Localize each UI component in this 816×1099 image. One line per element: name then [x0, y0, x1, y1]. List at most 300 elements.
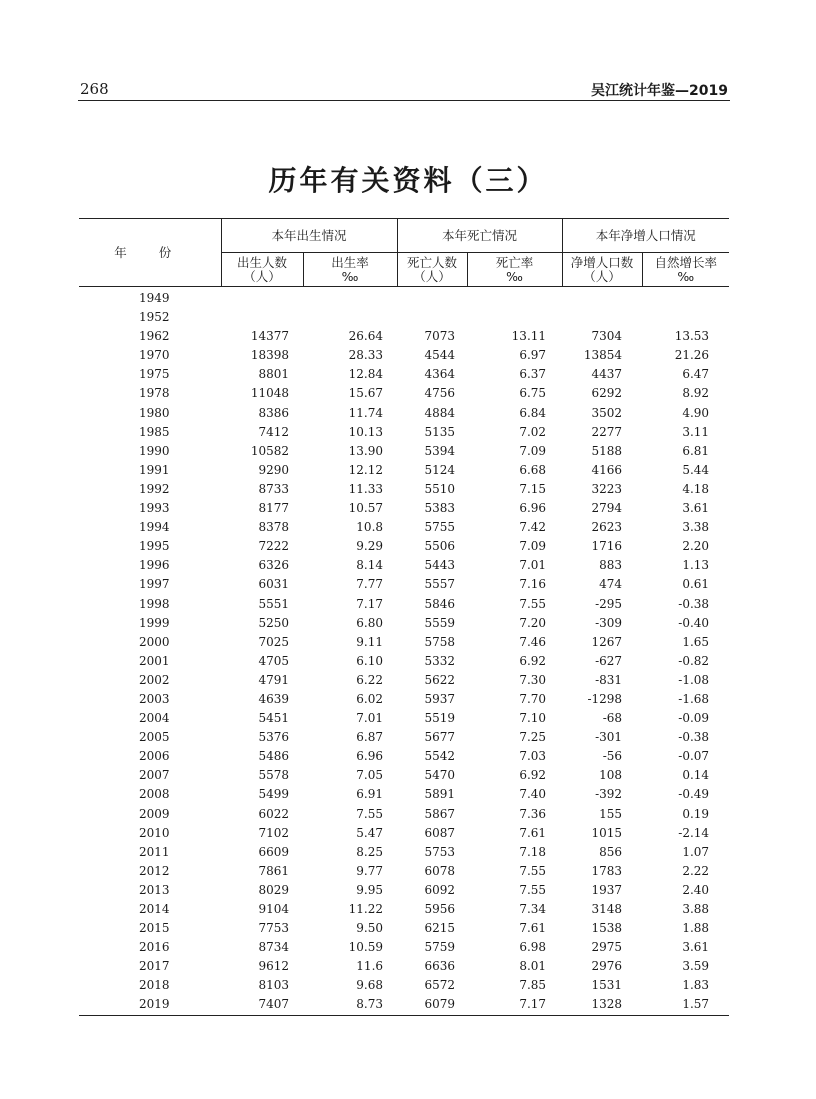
net-increase-cell: -1298 — [587, 691, 623, 706]
table-row — [79, 442, 729, 461]
table-row — [79, 556, 729, 575]
natural-growth-rate-cell: 2.20 — [682, 539, 710, 554]
year-cell: 2006 — [139, 749, 170, 764]
table-row — [79, 633, 729, 652]
year-cell: 1978 — [139, 386, 170, 401]
deaths-cell: 5557 — [424, 577, 456, 592]
statistics-table — [79, 218, 729, 1016]
table-row — [79, 747, 729, 766]
births-cell: 6022 — [258, 806, 289, 821]
year-cell: 2016 — [139, 940, 170, 955]
births-cell: 8103 — [258, 978, 289, 993]
page-title: 历年有关资料（三） — [268, 163, 548, 197]
year-cell: 2001 — [139, 653, 170, 668]
deaths-cell: 4544 — [424, 348, 456, 363]
natural-growth-rate-cell: 4.18 — [682, 481, 710, 496]
natural-growth-rate-cell: -0.38 — [678, 596, 710, 611]
births-cell — [221, 308, 303, 327]
birth-rate-cell: 10.8 — [356, 520, 384, 535]
death-rate-cell: 7.01 — [519, 558, 547, 573]
birth-rate-cell: 8.73 — [356, 997, 384, 1012]
birth-rate-cell: 28.33 — [348, 348, 384, 363]
birth-rate-cell: 11.22 — [348, 902, 384, 916]
births-cell: 5551 — [258, 596, 289, 611]
births-cell: 7861 — [258, 863, 289, 878]
net-increase-cell: -295 — [595, 596, 623, 611]
death-rate-cell: 7.09 — [519, 443, 547, 458]
death-rate-cell: 6.37 — [519, 367, 547, 382]
year-cell: 2002 — [139, 672, 170, 687]
year-cell: 2011 — [139, 844, 170, 859]
year-cell: 2010 — [139, 825, 170, 840]
death-rate-cell: 7.03 — [519, 749, 547, 764]
births-cell: 9612 — [258, 959, 289, 974]
births-cell: 6609 — [258, 844, 289, 859]
table-row — [79, 614, 729, 633]
net-increase-cell: 4166 — [591, 462, 623, 477]
year-cell: 1962 — [139, 329, 170, 344]
net-increase-cell: 1015 — [591, 825, 623, 840]
table-row — [79, 728, 729, 747]
birth-rate-cell: 8.14 — [356, 558, 384, 573]
birth-rate-cell: 9.68 — [356, 978, 384, 993]
year-cell: 2000 — [139, 634, 170, 649]
table-row — [79, 423, 729, 442]
births-cell: 4791 — [258, 672, 289, 687]
year-cell: 1990 — [139, 443, 170, 458]
net-increase-cell: 474 — [599, 577, 623, 592]
table-row — [79, 709, 729, 728]
table-row — [79, 595, 729, 614]
table-row — [79, 327, 729, 346]
births-cell: 6031 — [258, 577, 289, 592]
birth-rate-cell: 10.13 — [348, 424, 384, 439]
natural-growth-rate-cell: 3.88 — [682, 902, 710, 916]
year-column-header: 年 份 — [79, 219, 221, 287]
birth-rate-cell: 6.80 — [356, 615, 384, 630]
net-increase-cell: 2794 — [591, 501, 623, 516]
year-cell: 1975 — [139, 367, 170, 382]
deaths-cell: 5394 — [424, 443, 456, 458]
year-cell: 1993 — [139, 501, 170, 516]
natural-growth-rate-cell: 3.11 — [682, 424, 710, 439]
death-rate-cell: 7.16 — [519, 577, 547, 592]
table-row — [79, 652, 729, 671]
year-cell: 1996 — [139, 558, 170, 573]
births-cell: 18398 — [250, 348, 289, 363]
births-cell — [221, 287, 303, 309]
year-cell: 1999 — [139, 615, 170, 630]
year-cell: 1949 — [139, 291, 170, 305]
table-row — [79, 995, 729, 1015]
birth-rate-cell: 13.90 — [348, 443, 384, 458]
births-cell: 5451 — [258, 711, 289, 726]
net-increase-group-header: 本年净增人口情况 — [562, 219, 729, 253]
net-increase-cell: -56 — [602, 749, 623, 764]
deaths-cell: 6092 — [424, 882, 456, 897]
table-row — [79, 862, 729, 881]
births-cell: 11048 — [250, 386, 289, 401]
year-cell: 2012 — [139, 863, 170, 878]
death-rate-cell: 7.85 — [519, 978, 547, 993]
deaths-cell — [397, 308, 467, 327]
year-cell: 2004 — [139, 711, 170, 726]
births-cell: 8733 — [258, 481, 289, 496]
natural-growth-rate-cell: 13.53 — [674, 329, 710, 344]
column-header-death-rate: 死亡率 ‰ — [467, 253, 562, 287]
birth-rate-cell: 12.12 — [348, 462, 384, 477]
net-increase-cell — [562, 287, 642, 309]
net-increase-cell: 13854 — [583, 348, 623, 363]
table-row — [79, 404, 729, 423]
table-row — [79, 575, 729, 594]
deaths-cell: 6087 — [424, 825, 456, 840]
natural-growth-rate-cell: 1.65 — [682, 634, 710, 649]
table-row — [79, 881, 729, 900]
death-rate-cell: 7.10 — [519, 711, 547, 726]
natural-growth-rate-cell: 1.88 — [682, 921, 710, 936]
deaths-cell: 5519 — [424, 711, 456, 726]
net-increase-cell: 4437 — [591, 367, 623, 382]
death-rate-cell: 7.25 — [519, 730, 547, 745]
natural-growth-rate-cell: 3.59 — [682, 959, 710, 974]
natural-growth-rate-cell: 3.38 — [682, 520, 710, 535]
natural-growth-rate-cell: 2.40 — [682, 882, 710, 897]
death-rate-cell: 7.15 — [519, 481, 547, 496]
net-increase-cell: 1538 — [591, 921, 623, 936]
year-cell: 2014 — [139, 902, 170, 916]
deaths-cell: 4364 — [424, 367, 456, 382]
natural-growth-rate-cell: -0.07 — [678, 749, 710, 764]
table-row — [79, 957, 729, 976]
natural-growth-rate-cell: -0.38 — [678, 730, 710, 745]
net-increase-cell: -627 — [595, 653, 623, 668]
year-cell: 1970 — [139, 348, 170, 363]
deaths-cell: 5542 — [424, 749, 456, 764]
deaths-cell: 5622 — [424, 672, 456, 687]
deaths-cell: 5470 — [424, 768, 456, 783]
birth-rate-cell: 7.55 — [356, 806, 384, 821]
natural-growth-rate-cell: 1.57 — [682, 997, 710, 1012]
table-row — [79, 843, 729, 862]
table-row — [79, 900, 729, 919]
natural-growth-rate-cell: 0.14 — [682, 768, 710, 783]
birth-rate-cell: 6.96 — [356, 749, 384, 764]
death-rate-cell: 7.18 — [519, 844, 547, 859]
birth-rate-cell: 6.91 — [356, 787, 384, 802]
births-cell: 5250 — [258, 615, 289, 630]
deaths-cell: 5332 — [424, 653, 456, 668]
birth-rate-cell: 6.87 — [356, 730, 384, 745]
death-group-header: 本年死亡情况 — [397, 219, 562, 253]
deaths-cell: 5937 — [424, 691, 456, 706]
deaths-cell: 5867 — [424, 806, 456, 821]
birth-rate-cell: 10.59 — [348, 940, 384, 955]
net-increase-cell: -309 — [595, 615, 623, 630]
birth-rate-cell: 11.74 — [348, 405, 384, 420]
column-header-births: 出生人数 （人） — [221, 253, 303, 287]
net-increase-cell: -301 — [595, 730, 623, 745]
deaths-cell: 4884 — [424, 405, 456, 420]
deaths-cell: 5135 — [424, 424, 456, 439]
natural-growth-rate-cell — [642, 287, 729, 309]
birth-rate-cell: 7.17 — [356, 596, 384, 611]
table-row — [79, 308, 729, 327]
births-cell: 6326 — [258, 558, 289, 573]
net-increase-cell: 3223 — [591, 481, 623, 496]
birth-rate-cell: 9.50 — [356, 921, 384, 936]
table-row — [79, 785, 729, 804]
year-cell: 2008 — [139, 787, 170, 802]
natural-growth-rate-cell: -0.40 — [678, 615, 710, 630]
death-rate-cell: 13.11 — [511, 329, 547, 344]
deaths-cell: 6636 — [424, 959, 456, 974]
net-increase-cell: 2623 — [591, 520, 623, 535]
table-row — [79, 384, 729, 403]
deaths-cell: 5753 — [424, 844, 456, 859]
death-rate-cell: 7.02 — [519, 424, 547, 439]
net-increase-cell: 3148 — [591, 902, 623, 916]
birth-rate-cell: 6.22 — [356, 672, 384, 687]
table-row — [79, 671, 729, 690]
death-rate-cell — [467, 308, 562, 327]
death-rate-cell: 6.92 — [519, 768, 547, 783]
year-cell: 1992 — [139, 481, 170, 496]
births-cell: 7222 — [258, 539, 289, 554]
net-increase-cell: 1716 — [591, 539, 623, 554]
table-row — [79, 938, 729, 957]
year-cell: 2015 — [139, 921, 170, 936]
death-rate-cell: 7.55 — [519, 882, 547, 897]
birth-rate-cell: 9.95 — [356, 882, 384, 897]
birth-rate-cell: 9.77 — [356, 863, 384, 878]
birth-rate-cell: 5.47 — [356, 825, 384, 840]
deaths-cell: 5755 — [424, 520, 456, 535]
death-rate-cell: 7.55 — [519, 596, 547, 611]
natural-growth-rate-cell: 3.61 — [682, 501, 710, 516]
birth-rate-cell: 6.10 — [356, 653, 384, 668]
birth-rate-cell: 26.64 — [348, 329, 384, 344]
birth-rate-cell: 9.29 — [356, 539, 384, 554]
natural-growth-rate-cell: -0.82 — [678, 653, 710, 668]
deaths-cell: 7073 — [424, 329, 456, 344]
birth-rate-cell: 7.01 — [356, 711, 384, 726]
death-rate-cell: 7.34 — [519, 902, 547, 916]
deaths-cell: 5124 — [424, 462, 456, 477]
birth-rate-cell: 9.11 — [356, 634, 384, 649]
births-cell: 5376 — [258, 730, 289, 745]
birth-rate-cell: 6.02 — [356, 691, 384, 706]
year-cell: 2019 — [139, 997, 170, 1012]
natural-growth-rate-cell: 6.81 — [682, 443, 710, 458]
natural-growth-rate-cell: -0.49 — [678, 787, 710, 802]
deaths-cell: 5891 — [424, 787, 456, 802]
natural-growth-rate-cell: 6.47 — [682, 367, 710, 382]
death-rate-cell: 7.09 — [519, 539, 547, 554]
births-cell: 5486 — [258, 749, 289, 764]
births-cell: 5578 — [258, 768, 289, 783]
table-row — [79, 461, 729, 480]
births-cell: 8801 — [258, 367, 289, 382]
births-cell: 9290 — [258, 462, 289, 477]
natural-growth-rate-cell: 4.90 — [682, 405, 710, 420]
net-increase-cell: 3502 — [591, 405, 623, 420]
net-increase-cell: 883 — [599, 558, 623, 573]
table-row — [79, 346, 729, 365]
net-increase-cell: 2976 — [591, 959, 623, 974]
table-row — [79, 690, 729, 709]
deaths-cell: 5443 — [424, 558, 456, 573]
births-cell: 14377 — [250, 329, 289, 344]
deaths-cell: 6215 — [424, 921, 456, 936]
natural-growth-rate-cell: 8.92 — [682, 386, 710, 401]
table-row — [79, 518, 729, 537]
year-cell: 1994 — [139, 520, 170, 535]
births-cell: 5499 — [258, 787, 289, 802]
death-rate-cell: 7.20 — [519, 615, 547, 630]
births-cell: 7025 — [258, 634, 289, 649]
table-row — [79, 824, 729, 843]
death-rate-cell: 7.17 — [519, 997, 547, 1012]
year-cell: 1980 — [139, 405, 170, 420]
death-rate-cell: 6.96 — [519, 501, 547, 516]
year-cell: 2005 — [139, 730, 170, 745]
death-rate-cell: 7.70 — [519, 691, 547, 706]
death-rate-cell: 7.61 — [519, 825, 547, 840]
births-cell: 7753 — [258, 921, 289, 936]
death-rate-cell: 6.75 — [519, 386, 547, 401]
death-rate-cell: 6.84 — [519, 405, 547, 420]
births-cell: 7412 — [258, 424, 289, 439]
header-rule — [78, 100, 730, 101]
death-rate-cell: 7.61 — [519, 921, 547, 936]
table-row — [79, 976, 729, 995]
death-rate-cell: 7.36 — [519, 806, 547, 821]
year-cell: 1995 — [139, 539, 170, 554]
year-cell: 2018 — [139, 978, 170, 993]
year-cell: 2003 — [139, 691, 170, 706]
birth-rate-cell: 7.77 — [356, 577, 384, 592]
column-header-deaths: 死亡人数 （人） — [397, 253, 467, 287]
net-increase-cell — [562, 308, 642, 327]
deaths-cell: 5956 — [424, 902, 456, 916]
births-cell: 7407 — [258, 997, 289, 1012]
births-cell: 8386 — [258, 405, 289, 420]
column-header-birth-rate: 出生率 ‰ — [303, 253, 397, 287]
birth-rate-cell: 8.25 — [356, 844, 384, 859]
table-row — [79, 919, 729, 938]
natural-growth-rate-cell: 0.61 — [682, 577, 710, 592]
table-row — [79, 480, 729, 499]
year-cell: 1952 — [139, 310, 170, 325]
natural-growth-rate-cell: -0.09 — [678, 711, 710, 726]
birth-rate-cell: 12.84 — [348, 367, 384, 382]
net-increase-cell: 1328 — [591, 997, 623, 1012]
natural-growth-rate-cell: -1.08 — [678, 672, 710, 687]
death-rate-cell: 6.97 — [519, 348, 547, 363]
natural-growth-rate-cell: 1.83 — [682, 978, 710, 993]
natural-growth-rate-cell: 1.13 — [682, 558, 710, 573]
net-increase-cell: 1937 — [591, 882, 623, 897]
table-row — [79, 499, 729, 518]
births-cell: 8378 — [258, 520, 289, 535]
year-cell: 2013 — [139, 882, 170, 897]
deaths-cell: 5846 — [424, 596, 456, 611]
deaths-cell: 6572 — [424, 978, 456, 993]
death-rate-cell: 7.40 — [519, 787, 547, 802]
death-rate-cell — [467, 287, 562, 309]
births-cell: 7102 — [258, 825, 289, 840]
deaths-cell: 5510 — [424, 481, 456, 496]
net-increase-cell: -831 — [595, 672, 623, 687]
birth-rate-cell — [303, 308, 397, 327]
column-header-net-increase: 净增人口数 （人） — [562, 253, 642, 287]
birth-group-header: 本年出生情况 — [221, 219, 397, 253]
year-cell: 1985 — [139, 424, 170, 439]
natural-growth-rate-cell: 2.22 — [682, 863, 710, 878]
birth-rate-cell: 11.6 — [356, 959, 384, 974]
deaths-cell: 6079 — [424, 997, 456, 1012]
natural-growth-rate-cell: 21.26 — [674, 348, 710, 363]
deaths-cell: 5759 — [424, 940, 456, 955]
net-increase-cell: 2975 — [591, 940, 623, 955]
net-increase-cell: 7304 — [591, 329, 623, 344]
year-cell: 2007 — [139, 768, 170, 783]
page-number: 268 — [80, 80, 109, 98]
deaths-cell: 5758 — [424, 634, 456, 649]
death-rate-cell: 6.98 — [519, 940, 547, 955]
table-row — [79, 365, 729, 384]
natural-growth-rate-cell: 3.61 — [682, 940, 710, 955]
net-increase-cell: 1783 — [591, 863, 623, 878]
birth-rate-cell: 11.33 — [348, 481, 384, 496]
net-increase-cell: 5188 — [591, 443, 623, 458]
table-row — [79, 805, 729, 824]
column-header-natural-growth-rate: 自然增长率 ‰ — [642, 253, 729, 287]
net-increase-cell: 856 — [599, 844, 623, 859]
deaths-cell: 6078 — [424, 863, 456, 878]
death-rate-cell: 6.92 — [519, 653, 547, 668]
natural-growth-rate-cell: 1.07 — [682, 844, 710, 859]
year-cell: 1991 — [139, 462, 170, 477]
natural-growth-rate-cell — [642, 308, 729, 327]
death-rate-cell: 7.42 — [519, 520, 547, 535]
deaths-cell: 5383 — [424, 501, 456, 516]
death-rate-cell: 7.30 — [519, 672, 547, 687]
table-body — [79, 287, 729, 1016]
births-cell: 8177 — [258, 501, 289, 516]
natural-growth-rate-cell: -1.68 — [678, 691, 710, 706]
year-cell: 2009 — [139, 806, 170, 821]
death-rate-cell: 6.68 — [519, 462, 547, 477]
net-increase-cell: 1267 — [591, 634, 623, 649]
net-increase-cell: 6292 — [591, 386, 623, 401]
deaths-cell: 4756 — [424, 386, 456, 401]
death-rate-cell: 8.01 — [519, 959, 547, 974]
table-row — [79, 287, 729, 309]
natural-growth-rate-cell: -2.14 — [678, 825, 710, 840]
deaths-cell: 5506 — [424, 539, 456, 554]
births-cell: 4639 — [258, 691, 289, 706]
birth-rate-cell: 15.67 — [348, 386, 384, 401]
net-increase-cell: -68 — [602, 711, 623, 726]
net-increase-cell: 1531 — [591, 978, 623, 993]
deaths-cell: 5559 — [424, 615, 456, 630]
birth-rate-cell — [303, 287, 397, 309]
deaths-cell: 5677 — [424, 730, 456, 745]
table-row — [79, 766, 729, 785]
year-cell: 2017 — [139, 959, 170, 974]
